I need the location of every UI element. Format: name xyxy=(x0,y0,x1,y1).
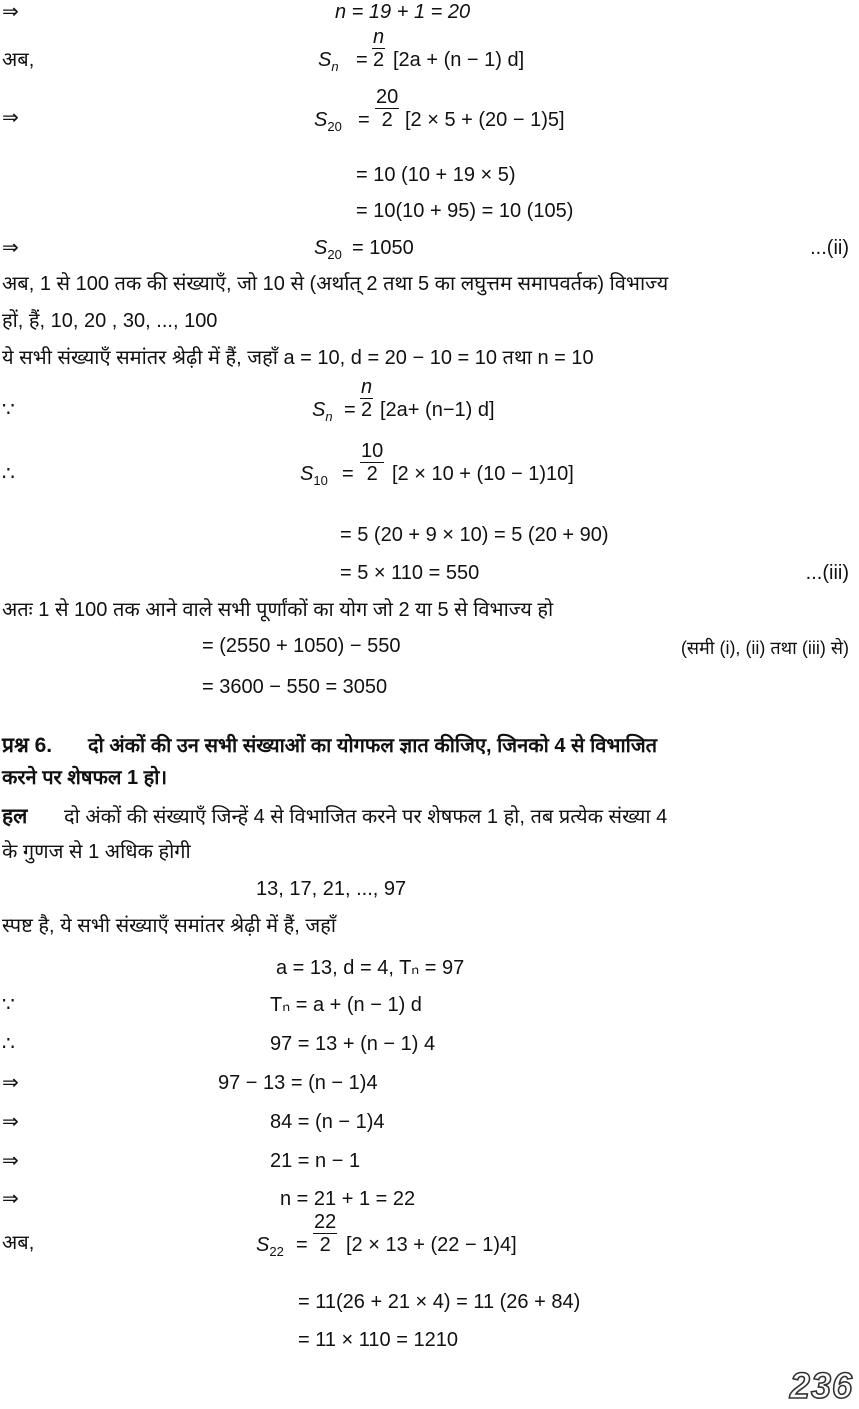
equation-reference: (समी (i), (ii) तथा (iii) से) xyxy=(680,638,849,658)
implies-symbol: ⇒ xyxy=(2,1072,19,1094)
equation-rest: [2 × 13 + (22 − 1)4] xyxy=(346,1234,517,1256)
equation-line: 84 = (n − 1)4 xyxy=(270,1111,385,1133)
equation-tag: ...(ii) xyxy=(810,237,849,259)
fraction: $\frac{10}{2}$ xyxy=(361,440,384,485)
implies-symbol: ⇒ xyxy=(2,1150,19,1172)
sum-symbol: $S_{22}$ xyxy=(256,1234,284,1259)
question-label: प्रश्न 6. xyxy=(2,734,53,757)
equals-sign: = xyxy=(358,109,370,131)
equation-rest: [2a + (n − 1) d] xyxy=(393,49,525,71)
solution-text: के गुणज से 1 अधिक होगी xyxy=(2,841,191,863)
equation-line: 97 = 13 + (n − 1) 4 xyxy=(270,1033,436,1055)
implies-symbol: ⇒ xyxy=(2,1111,19,1133)
implies-symbol: ⇒ xyxy=(2,1,19,23)
equation-rest: = 1050 xyxy=(352,237,414,259)
implies-symbol: ⇒ xyxy=(2,107,19,129)
ab-label: अब, xyxy=(2,1232,35,1254)
paragraph-text: अब, 1 से 100 तक की संख्याएँ, जो 10 से (अर्थात् 2 तथा 5 का लघुत्तम समापवर्तक) विभाज्य xyxy=(2,273,669,295)
implies-symbol: ⇒ xyxy=(2,1188,19,1210)
ab-label: अब, xyxy=(2,49,35,71)
question-text: करने पर शेषफल 1 हो। xyxy=(2,767,168,789)
fraction: $\frac{n}{2}$ xyxy=(361,376,373,421)
fraction: $\frac{n}{2}$ xyxy=(373,26,385,71)
paragraph-text: हों, हैं, 10, 20 , 30, ..., 100 xyxy=(2,310,218,332)
equation-rest: [2 × 5 + (20 − 1)5] xyxy=(405,109,565,131)
sum-symbol: $S_{20}$ xyxy=(314,237,342,262)
equation-line: = (2550 + 1050) − 550 xyxy=(202,635,401,657)
equation-line: = 5 (20 + 9 × 10) = 5 (20 + 90) xyxy=(340,524,609,546)
equation-line: = 10(10 + 95) = 10 (105) xyxy=(356,200,574,222)
therefore-symbol: ∴ xyxy=(2,463,15,485)
because-symbol: ∵ xyxy=(2,399,15,421)
equation-line: n = 21 + 1 = 22 xyxy=(280,1188,416,1210)
sequence: 13, 17, 21, ..., 97 xyxy=(256,878,407,900)
therefore-symbol: ∴ xyxy=(2,1033,15,1055)
sum-symbol: $S_n$ xyxy=(312,399,333,424)
equals-sign: = xyxy=(344,399,356,421)
solution-text: दो अंकों की संख्याएँ जिन्हें 4 से विभाजित करने पर शेषफल 1 हो, तब प्रत्येक संख्या 4 xyxy=(64,806,668,828)
equation-line: = 10 (10 + 19 × 5) xyxy=(356,164,516,186)
implies-symbol: ⇒ xyxy=(2,237,19,259)
equation-line: = 3600 − 550 = 3050 xyxy=(202,676,388,698)
paragraph-text: ये सभी संख्याएँ समांतर श्रेढ़ी में हैं, जहाँ a = 10, d = 20 − 10 = 10 तथा n = 10 xyxy=(2,347,594,369)
equation-line: = 11 × 110 = 1210 xyxy=(298,1329,458,1351)
sum-symbol: $S_n$ xyxy=(318,49,339,74)
equation-line: 97 − 13 = (n − 1)4 xyxy=(218,1072,378,1094)
fraction: $\frac{22}{2}$ xyxy=(314,1211,337,1256)
equation-line: Tₙ = a + (n − 1) d xyxy=(270,994,422,1016)
paragraph-text: अतः 1 से 100 तक आने वाले सभी पूर्णांकों का योग जो 2 या 5 से विभाज्य हो xyxy=(2,599,554,621)
because-symbol: ∵ xyxy=(2,994,15,1016)
equation-line: = 11(26 + 21 × 4) = 11 (26 + 84) xyxy=(298,1291,581,1313)
solution-label: हल xyxy=(2,805,28,828)
equation-line: = 5 × 110 = 550 xyxy=(340,562,480,584)
sum-symbol: $S_{20}$ xyxy=(314,109,342,134)
question-text: दो अंकों की उन सभी संख्याओं का योगफल ज्ञात कीजिए, जिनको 4 से विभाजित xyxy=(88,735,658,757)
equation-line: 21 = n − 1 xyxy=(270,1150,361,1172)
equals-sign: = xyxy=(342,463,354,485)
equation-line: n = 19 + 1 = 20 xyxy=(335,1,471,23)
sum-symbol: $S_{10}$ xyxy=(300,463,328,488)
equals-sign: = xyxy=(296,1234,308,1256)
equation-line: a = 13, d = 4, Tₙ = 97 xyxy=(276,957,465,979)
page-number: 236 xyxy=(789,1365,853,1406)
equation-rest: [2 × 10 + (10 − 1)10] xyxy=(392,463,574,485)
equation-tag: ...(iii) xyxy=(805,562,849,584)
solution-text: स्पष्ट है, ये सभी संख्याएँ समांतर श्रेढ़ी में हैं, जहाँ xyxy=(2,915,337,937)
fraction: $\frac{20}{2}$ xyxy=(376,86,399,131)
equals-sign: = xyxy=(356,49,368,71)
equation-rest: [2a+ (n−1) d] xyxy=(380,399,495,421)
